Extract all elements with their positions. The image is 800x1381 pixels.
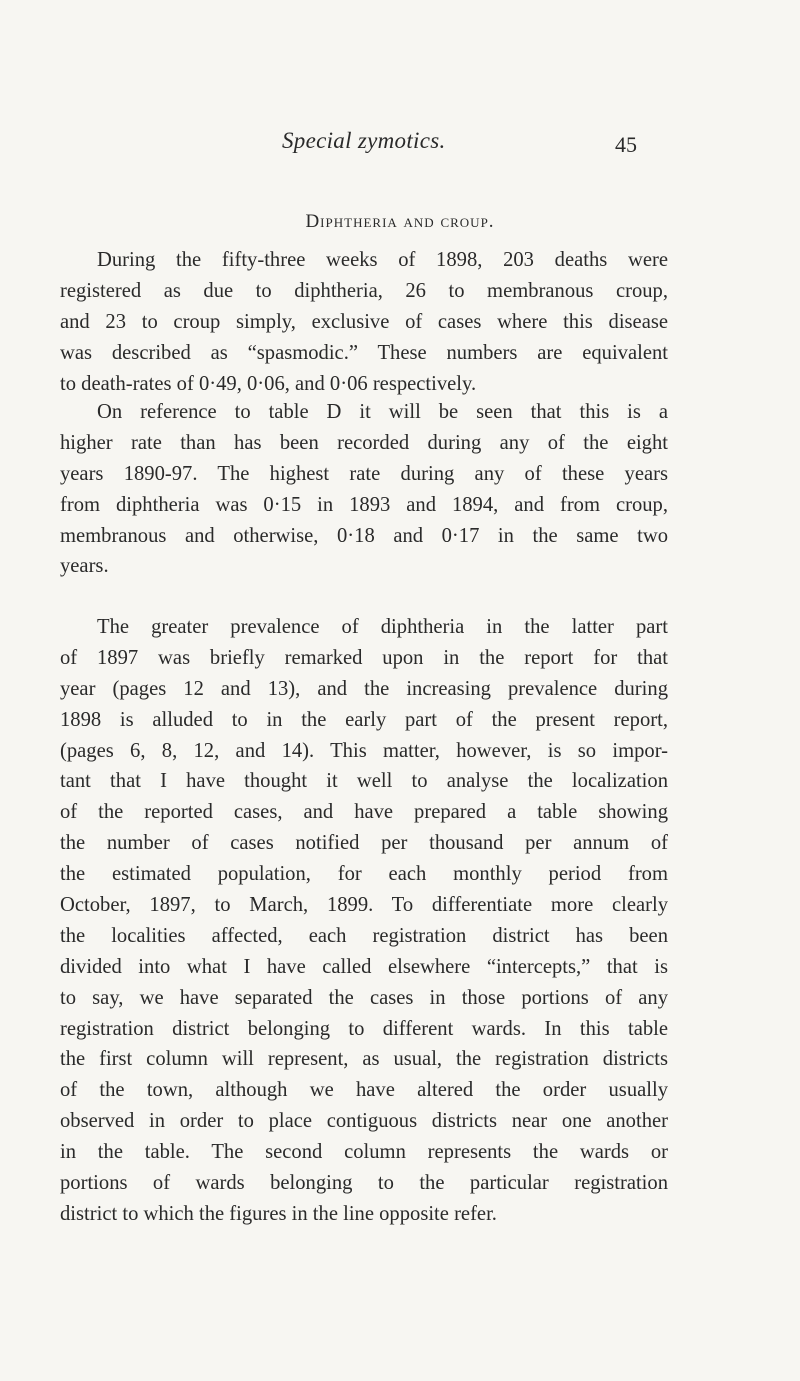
text-line: 1898 is alluded to in the early part of the present report, [60,708,668,731]
text-line: year (pages 12 and 13), and the increasing prevalence during [60,677,668,700]
text-line: the estimated population, for each monthly period from [60,863,668,886]
text-line: the number of cases notified per thousand per annum of [60,832,668,855]
text-line: from diphtheria was 0·15 in 1893 and 1894, and from croup, [60,493,668,516]
text-line: higher rate than has been recorded during any of the eight [60,431,668,454]
text-line: was described as “spasmodic.” These numbers are equivalent [60,341,668,364]
text-line: to say, we have separated the cases in those portions of any [60,986,668,1009]
paragraph-1 [60,245,668,399]
page-number: 45 [615,132,637,157]
text-line: in the table. The second column represents the wards or [60,1141,668,1164]
text-line: registration district belonging to different wards. In this table [60,1017,668,1040]
text-line: The greater prevalence of diphtheria in the latter part [97,616,668,638]
running-title: Special zymotics. [282,128,446,153]
text-line: and 23 to croup simply, exclusive of cases where this disease [60,310,668,333]
text-line: the first column will represent, as usual, the registration districts [60,1048,668,1071]
text-line: the localities affected, each registration district has been [60,924,668,947]
page-header [0,128,800,168]
text-line: tant that I have thought it well to analyse the localization [60,770,668,793]
text-line: years 1890-97. The highest rate during any of these years [60,462,668,485]
text-line: On reference to table D it will be seen that this is a [97,401,668,423]
text-line: During the fifty-three weeks of 1898, 203 deaths were [97,249,668,271]
text-line: district to which the figures in the line opposite refer. [60,1202,497,1225]
text-line: of 1897 was briefly remarked upon in the report for that [60,646,668,669]
text-line: registered as due to diphtheria, 26 to membranous croup, [60,279,668,302]
text-line: of the reported cases, and have prepared a table showing [60,801,668,824]
text-line: divided into what I have called elsewhere “intercepts,” that is [60,955,668,978]
paragraph-3 [60,612,668,1230]
text-line: to death-rates of 0·49, 0·06, and 0·06 respectively. [60,372,477,395]
text-line: years. [60,555,109,578]
text-line: (pages 6, 8, 12, and 14). This matter, however, is so impor- [60,739,668,762]
text-line: portions of wards belonging to the particular registration [60,1172,668,1195]
text-line: October, 1897, to March, 1899. To differentiate more clearly [60,894,668,917]
text-line: observed in order to place contiguous districts near one another [60,1110,668,1133]
paragraph-2 [60,397,668,582]
section-heading: Diphtheria and croup. [305,211,495,232]
text-line: of the town, although we have altered the order usually [60,1079,668,1102]
text-line: membranous and otherwise, 0·18 and 0·17 in the same two [60,524,668,547]
